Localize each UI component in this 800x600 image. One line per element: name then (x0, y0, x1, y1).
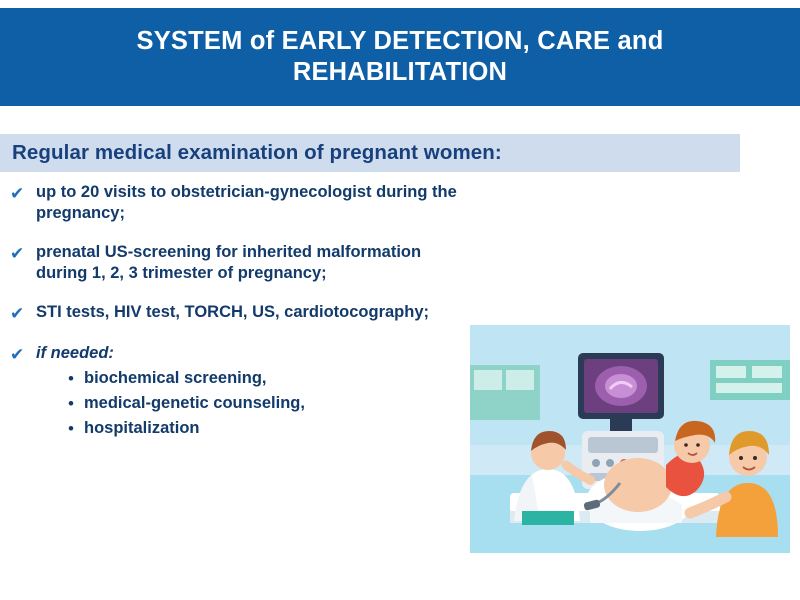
sub-list-item (68, 368, 466, 390)
list-item (10, 302, 480, 324)
checkmark-icon: ✔ (10, 344, 25, 364)
bullet-list (10, 182, 480, 457)
sub-list-item (68, 418, 466, 440)
list-item-label: prenatal US-screening for inherited malformation during 1, 2, 3 trimester of pregnancy; (36, 243, 422, 283)
list-item-label: up to 20 visits to obstetrician-gynecologist during the pregnancy; (36, 183, 457, 223)
list-item-label: STI tests, HIV test, TORCH, US, cardiotocography; (36, 303, 430, 322)
sub-list-item (68, 393, 466, 415)
checkmark-icon: ✔ (10, 244, 25, 264)
slide-subtitle-bar (0, 134, 740, 172)
list-item-label: if needed: (36, 343, 114, 362)
sub-list-item-label: medical-genetic counseling, (84, 393, 305, 412)
sub-list (68, 368, 466, 440)
ultrasound-illustration (470, 325, 790, 553)
bullet-dot-icon: • (68, 393, 74, 413)
list-item (10, 182, 480, 224)
list-item (10, 343, 480, 443)
sub-list-item-label: biochemical screening, (84, 368, 267, 387)
bullet-dot-icon: • (68, 368, 74, 388)
slide-title-banner (0, 8, 800, 106)
checkmark-icon: ✔ (10, 304, 25, 324)
checkmark-icon: ✔ (10, 184, 25, 203)
bullet-dot-icon: • (68, 418, 74, 438)
sub-list-item-label: hospitalization (84, 418, 200, 437)
slide-subtitle: Regular medical examination of pregnant women: (12, 141, 502, 164)
page-title: SYSTEM of EARLY DETECTION, CARE and REHABILITATION (136, 26, 664, 86)
list-item (10, 242, 480, 284)
